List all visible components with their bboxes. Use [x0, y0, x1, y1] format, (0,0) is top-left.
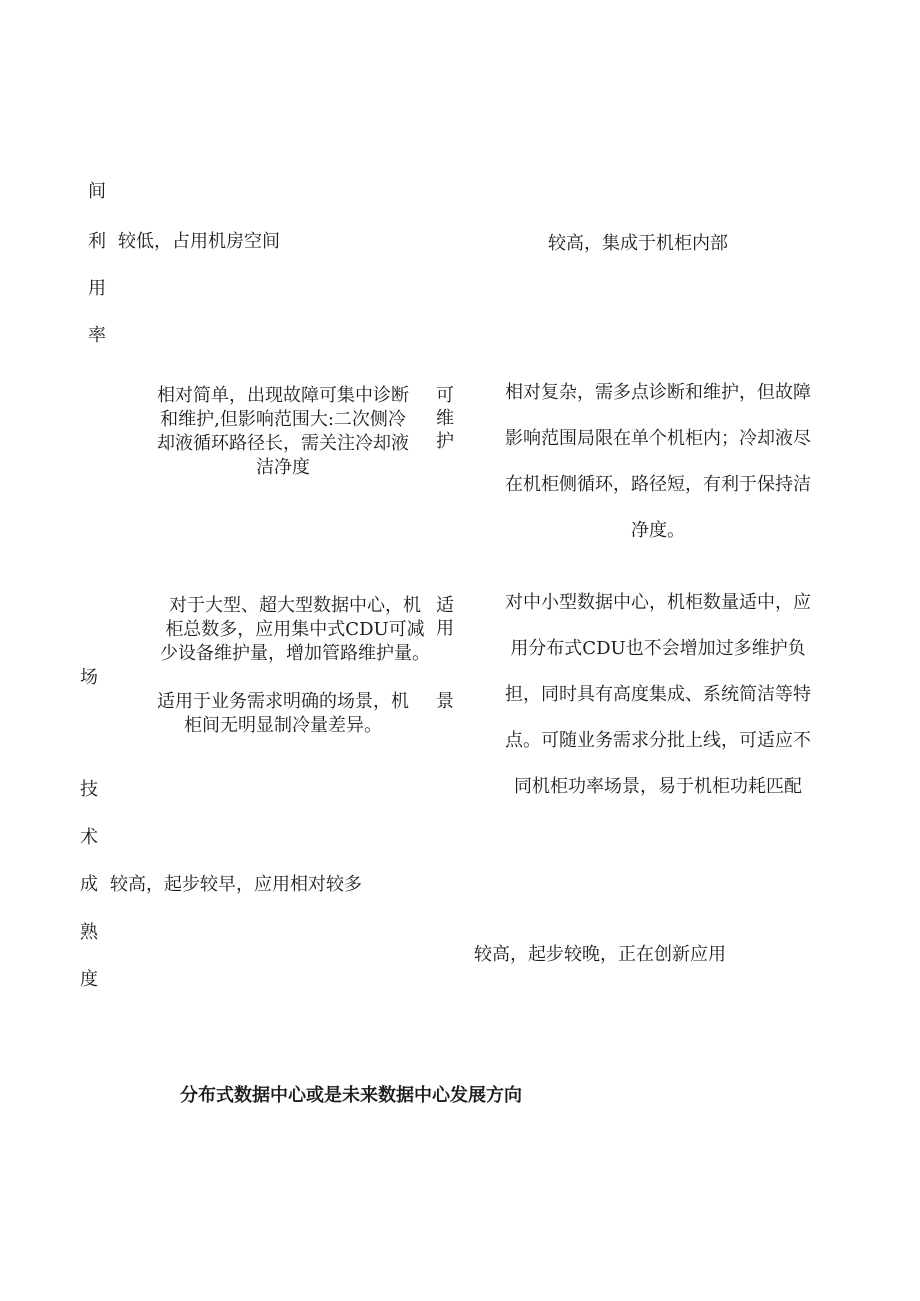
scenario-centralized-line: 柜间无明显制冷量差异。 [184, 715, 382, 736]
row-label-maturity-char-3: 成 [80, 874, 98, 895]
row-label-space-char-4: 率 [88, 325, 106, 346]
scenario-distributed-line: 对中小型数据中心，机柜数量适中，应 [505, 592, 811, 613]
row-label-scenario-char-3: 景 [436, 691, 454, 712]
maintenance-centralized-cell [140, 384, 426, 480]
row-label-scenario-left-char: 场 [80, 667, 98, 688]
scenario-distributed-cell [484, 580, 832, 810]
row-label-space-char-3: 用 [88, 278, 106, 299]
section-heading: 分布式数据中心或是未来数据中心发展方向 [180, 1085, 522, 1106]
row-label-scenario-char-2: 用 [436, 618, 454, 639]
row-label-scenario-char-1: 适 [436, 595, 454, 616]
maturity-centralized-cell: 较高，起步较早，应用相对较多 [110, 874, 362, 895]
scenario-distributed-line: 用分布式CDU也不会增加过多维护负 [510, 638, 806, 659]
row-label-maturity-char-1: 技 [80, 779, 98, 800]
maintenance-centralized-line: 洁净度 [256, 457, 310, 478]
maintenance-label-chars [436, 384, 454, 453]
space-centralized-cell: 较低，占用机房空间 [118, 231, 280, 252]
scenario-centralized-line: 少设备维护量，增加管路维护量。 [160, 643, 430, 664]
maturity-distributed-cell: 较高，起步较晚，正在创新应用 [474, 944, 726, 965]
row-label-maturity-char-5: 度 [80, 969, 98, 990]
scenario-centralized-line: 适用于业务需求明确的场景，机 [157, 691, 409, 712]
scenario-centralized-line: 对于大型、超大型数据中心，机 [169, 595, 421, 616]
row-label-maintenance-char-3: 护 [436, 431, 454, 452]
row-label-maintenance-char-2: 维 [436, 408, 454, 429]
maintenance-distributed-line: 相对复杂，需多点诊断和维护，但故障 [505, 382, 811, 403]
maintenance-centralized-line: 相对简单，出现故障可集中诊断 [157, 385, 409, 406]
row-label-space-char-2: 利 [88, 231, 106, 252]
scenario-centralized-cell-2 [140, 690, 426, 738]
scenario-label-chars [436, 594, 454, 640]
maintenance-distributed-line: 影响范围局限在单个机柜内；冷却液尽 [505, 428, 811, 449]
scenario-distributed-line: 担，同时具有高度集成、系统简洁等特 [505, 684, 811, 705]
maintenance-centralized-line: 和维护,但影响范围大:二次侧冷 [160, 409, 406, 430]
maintenance-distributed-cell [486, 370, 830, 554]
maintenance-distributed-line: 净度。 [631, 520, 685, 541]
scenario-distributed-line: 同机柜功率场景，易于机柜功耗匹配 [514, 776, 802, 797]
row-label-maintenance-char-1: 可 [436, 385, 454, 406]
scenario-centralized-cell [140, 594, 450, 666]
maintenance-centralized-line: 却液循环路径长，需关注冷却液 [157, 433, 409, 454]
scenario-distributed-line: 点。可随业务需求分批上线，可适应不 [505, 730, 811, 751]
space-distributed-cell: 较高，集成于机柜内部 [548, 233, 728, 254]
row-label-maturity-char-4: 熟 [80, 922, 98, 943]
row-label-space-char-1: 间 [88, 181, 106, 202]
maintenance-distributed-line: 在机柜侧循环，路径短，有利于保持洁 [505, 474, 811, 495]
row-label-maturity-char-2: 术 [80, 827, 98, 848]
scenario-centralized-line: 柜总数多，应用集中式CDU可减 [165, 619, 425, 640]
